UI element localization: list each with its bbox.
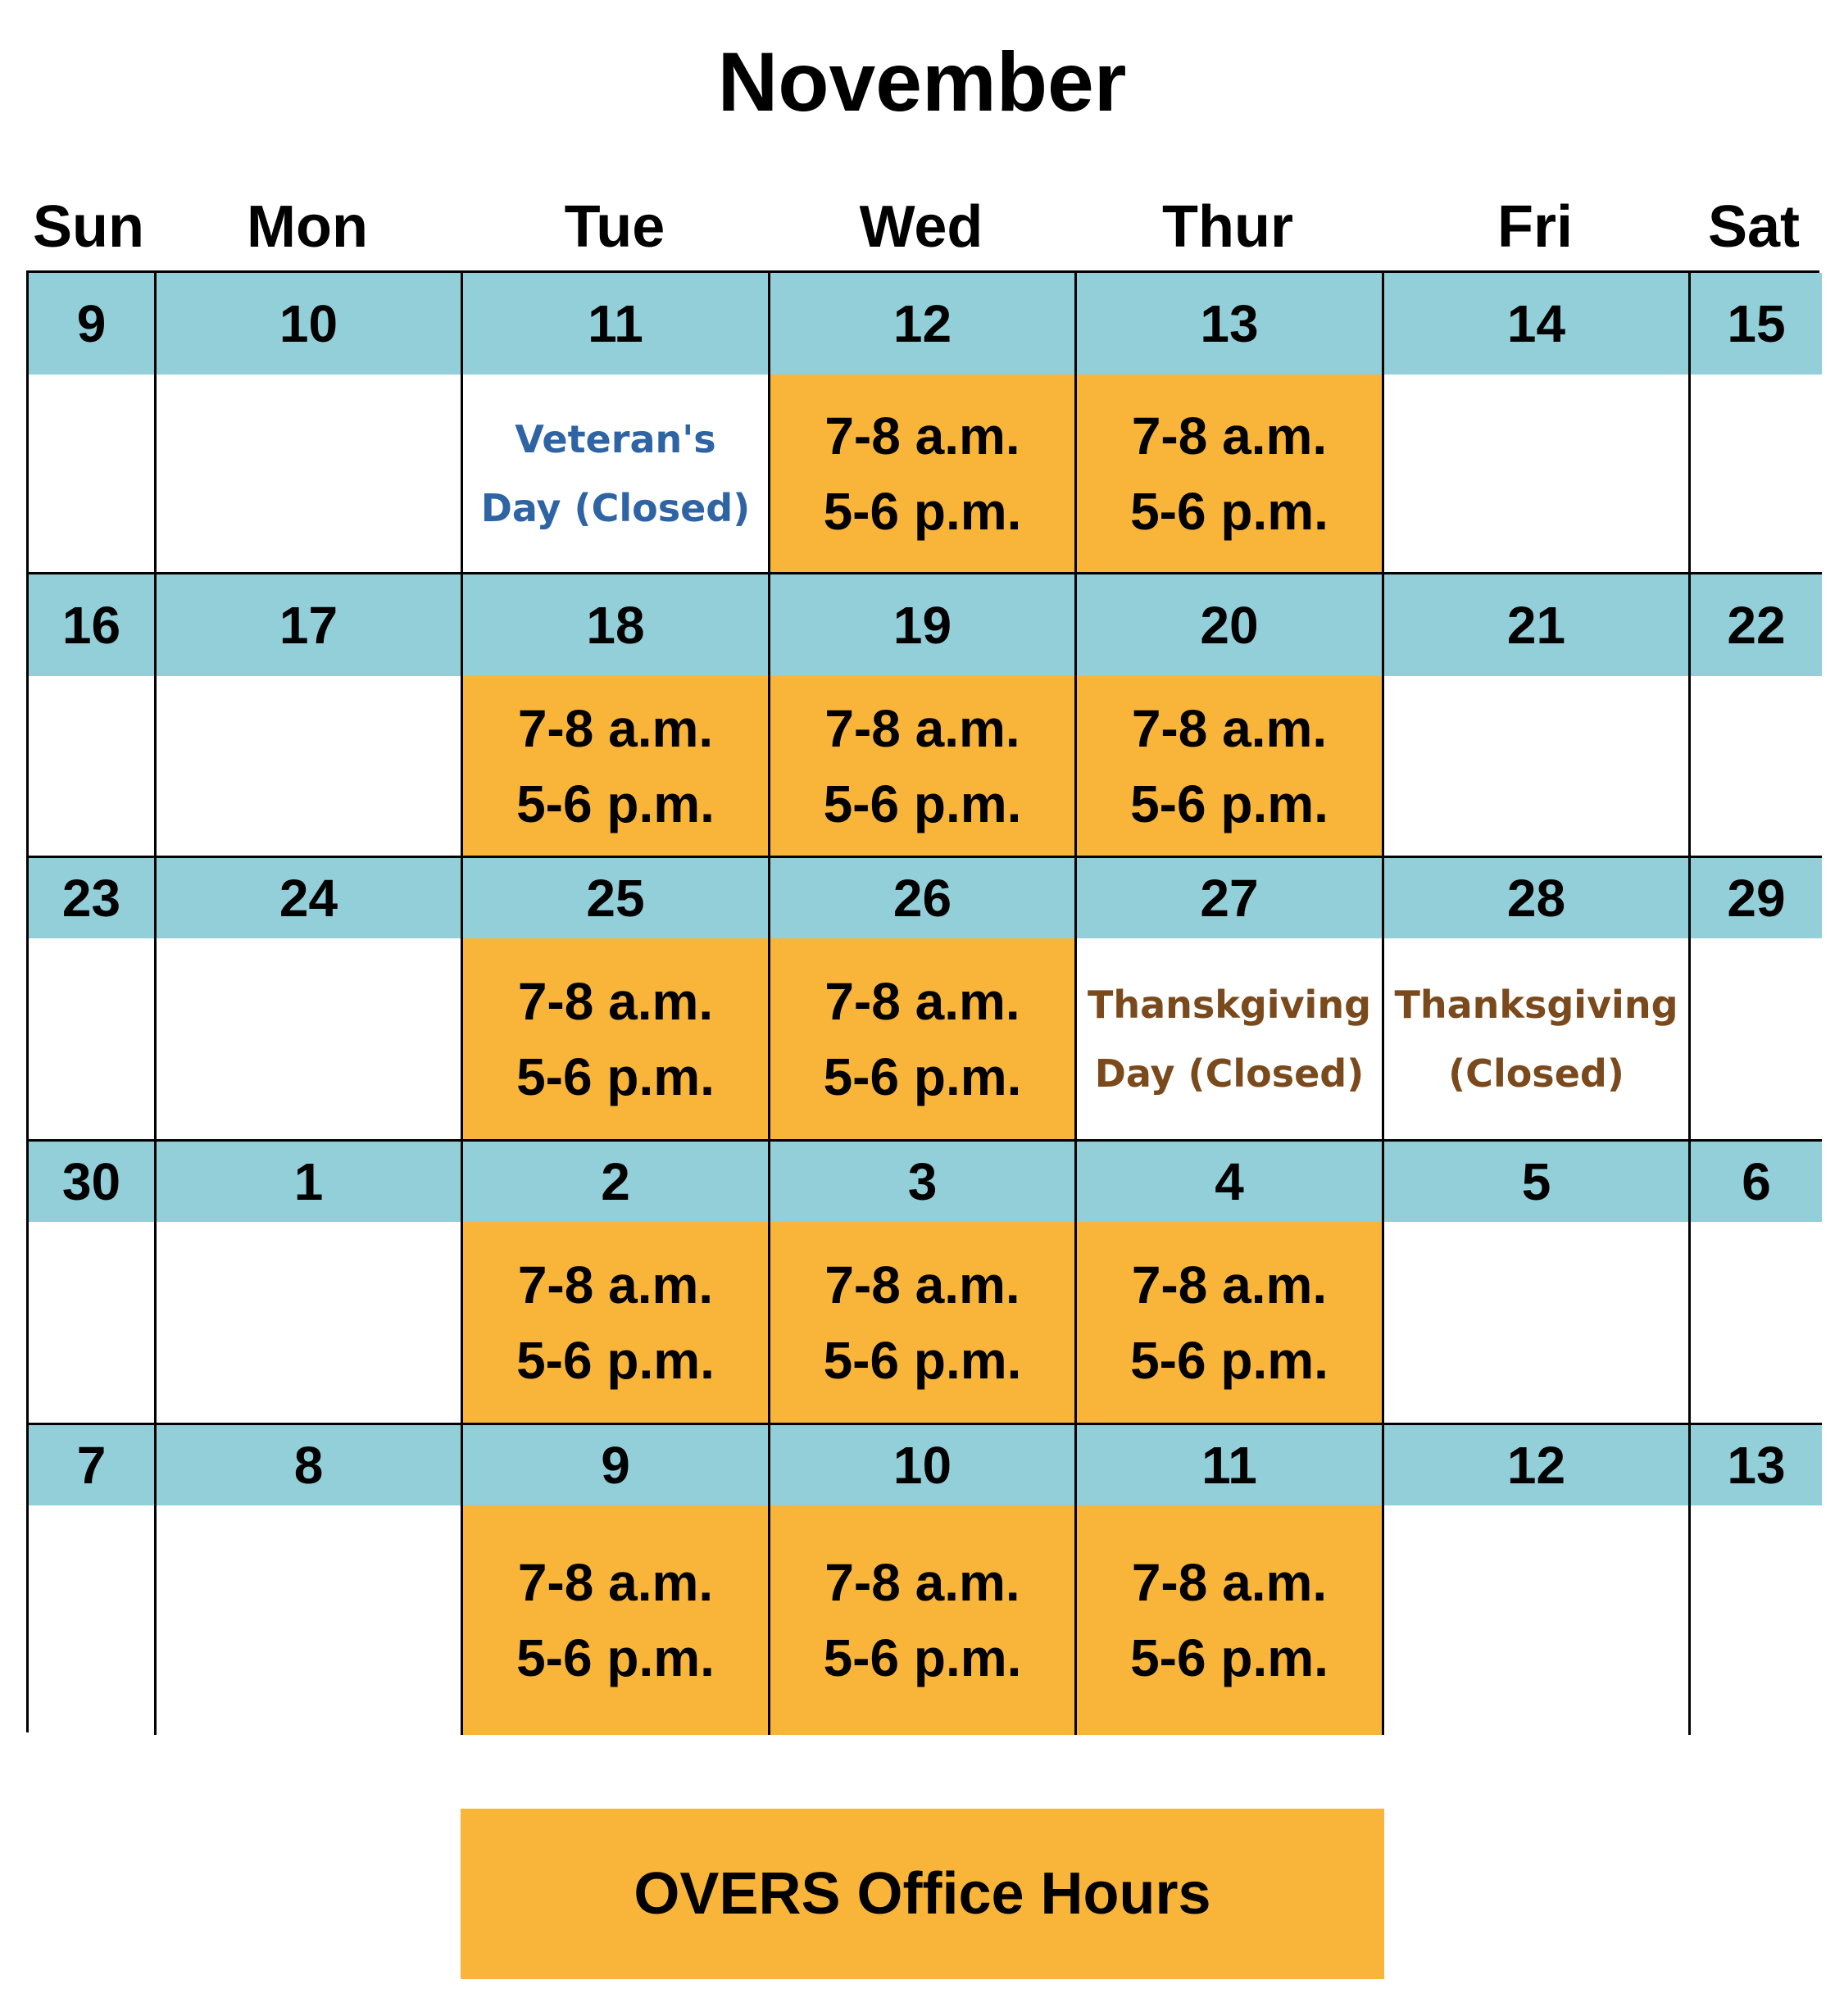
morning-hours: 7-8 a.m.: [824, 406, 1020, 465]
day-number: 23: [29, 858, 154, 938]
day-cell: [1077, 858, 1384, 1142]
morning-hours: 7-8 a.m.: [517, 1255, 714, 1314]
day-number: 16: [29, 574, 154, 676]
evening-hours: 5-6 p.m.: [516, 774, 715, 833]
empty-day-body: [1384, 1222, 1688, 1423]
day-cell: [770, 273, 1077, 574]
closed-note-line: (Closed): [1448, 1051, 1624, 1096]
closed-note-line: Thanskgiving: [1087, 982, 1371, 1027]
day-number: 17: [157, 574, 461, 676]
office-hours-block: [770, 1505, 1074, 1735]
evening-hours: 5-6 p.m.: [1130, 481, 1328, 541]
day-cell: [1691, 1142, 1822, 1425]
office-hours-block: [463, 1222, 768, 1423]
morning-hours: 7-8 a.m.: [517, 1553, 714, 1612]
day-number: 9: [463, 1425, 768, 1505]
closed-note-line: Day (Closed): [1094, 1051, 1365, 1096]
day-cell: [463, 1425, 770, 1735]
office-hours-block: [463, 676, 768, 856]
day-number: 13: [1691, 1425, 1822, 1505]
office-hours-block: [770, 1222, 1074, 1423]
evening-hours: 5-6 p.m.: [823, 1047, 1022, 1106]
day-cell: [770, 1425, 1077, 1735]
day-number: 4: [1077, 1142, 1382, 1222]
morning-hours: 7-8 a.m.: [1131, 1255, 1328, 1314]
empty-day-body: [1691, 1222, 1822, 1423]
day-cell: [157, 1425, 463, 1735]
day-cell: [29, 858, 157, 1142]
day-number: 10: [157, 273, 461, 375]
day-number: 11: [1077, 1425, 1382, 1505]
day-cell: [1384, 574, 1691, 858]
weekday-thur: Thur: [1162, 194, 1293, 260]
day-number: 19: [770, 574, 1074, 676]
day-cell: [1077, 574, 1384, 858]
office-hours-block: [770, 375, 1074, 572]
weekday-mon: Mon: [247, 194, 368, 260]
evening-hours: 5-6 p.m.: [516, 1330, 715, 1390]
weekday-tue: Tue: [564, 194, 665, 260]
weekday-header-row: [26, 190, 1819, 264]
office-hours-block: [463, 938, 768, 1139]
day-number: 20: [1077, 574, 1382, 676]
day-number: 15: [1691, 273, 1822, 375]
day-cell: [1384, 1142, 1691, 1425]
morning-hours: 7-8 a.m.: [824, 698, 1020, 758]
empty-day-body: [1384, 1505, 1688, 1735]
day-cell: [157, 858, 463, 1142]
day-number: 10: [770, 1425, 1074, 1505]
day-number: 13: [1077, 273, 1382, 375]
empty-day-body: [29, 1222, 154, 1423]
closed-note-line: Thanksgiving: [1394, 982, 1678, 1027]
office-hours-block: [1077, 676, 1382, 856]
month-title: November: [717, 35, 1127, 129]
day-number: 21: [1384, 574, 1688, 676]
empty-day-body: [29, 375, 154, 572]
evening-hours: 5-6 p.m.: [516, 1628, 715, 1687]
day-cell: [1691, 273, 1822, 574]
office-hours-block: [463, 1505, 768, 1735]
evening-hours: 5-6 p.m.: [1130, 774, 1328, 833]
empty-day-body: [1691, 938, 1822, 1139]
day-number: 29: [1691, 858, 1822, 938]
day-number: 12: [1384, 1425, 1688, 1505]
office-hours-block: [1077, 1505, 1382, 1735]
morning-hours: 7-8 a.m.: [1131, 698, 1328, 758]
day-cell: [29, 273, 157, 574]
morning-hours: 7-8 a.m.: [824, 971, 1020, 1031]
office-hours-block: [1077, 1222, 1382, 1423]
evening-hours: 5-6 p.m.: [823, 481, 1022, 541]
empty-day-body: [1691, 676, 1822, 856]
morning-hours: 7-8 a.m.: [824, 1553, 1020, 1612]
morning-hours: 7-8 a.m.: [1131, 1553, 1328, 1612]
evening-hours: 5-6 p.m.: [1130, 1628, 1328, 1687]
day-number: 11: [463, 273, 768, 375]
day-cell: [1384, 273, 1691, 574]
evening-hours: 5-6 p.m.: [823, 1628, 1022, 1687]
day-number: 30: [29, 1142, 154, 1222]
day-cell: [1077, 273, 1384, 574]
closed-note: [1077, 938, 1382, 1139]
closed-note: [1384, 938, 1688, 1139]
empty-day-body: [29, 938, 154, 1139]
day-number: 14: [1384, 273, 1688, 375]
evening-hours: 5-6 p.m.: [823, 774, 1022, 833]
weekday-wed: Wed: [859, 194, 983, 260]
empty-day-body: [1384, 375, 1688, 572]
weekday-sat: Sat: [1707, 194, 1801, 260]
day-cell: [770, 858, 1077, 1142]
closed-note-line: Veteran's: [515, 416, 716, 461]
office-hours-block: [770, 938, 1074, 1139]
day-number: 22: [1691, 574, 1822, 676]
morning-hours: 7-8 a.m.: [1131, 406, 1328, 465]
empty-day-body: [1691, 375, 1822, 572]
day-number: 24: [157, 858, 461, 938]
day-number: 26: [770, 858, 1074, 938]
day-cell: [1691, 1425, 1822, 1735]
day-cell: [463, 1142, 770, 1425]
day-number: 9: [29, 273, 154, 375]
closed-note-line: Day (Closed): [480, 485, 751, 530]
empty-day-body: [29, 1505, 154, 1735]
empty-day-body: [29, 676, 154, 856]
day-number: 27: [1077, 858, 1382, 938]
day-number: 28: [1384, 858, 1688, 938]
evening-hours: 5-6 p.m.: [516, 1047, 715, 1106]
empty-day-body: [1384, 676, 1688, 856]
day-cell: [1077, 1425, 1384, 1735]
office-hours-block: [770, 676, 1074, 856]
empty-day-body: [157, 1222, 461, 1423]
day-cell: [29, 1142, 157, 1425]
weekday-fri: Fri: [1497, 194, 1573, 260]
day-cell: [157, 273, 463, 574]
day-number: 12: [770, 273, 1074, 375]
day-number: 5: [1384, 1142, 1688, 1222]
day-cell: [157, 574, 463, 858]
morning-hours: 7-8 a.m.: [824, 1255, 1020, 1314]
day-number: 6: [1691, 1142, 1822, 1222]
morning-hours: 7-8 a.m.: [517, 698, 714, 758]
day-cell: [770, 1142, 1077, 1425]
day-number: 3: [770, 1142, 1074, 1222]
day-number: 2: [463, 1142, 768, 1222]
day-number: 1: [157, 1142, 461, 1222]
day-number: 25: [463, 858, 768, 938]
day-cell: [463, 858, 770, 1142]
day-number: 8: [157, 1425, 461, 1505]
office-hours-legend: OVERS Office Hours: [461, 1809, 1384, 1979]
day-cell: [1691, 574, 1822, 858]
evening-hours: 5-6 p.m.: [823, 1330, 1022, 1390]
closed-note: [463, 375, 768, 572]
empty-day-body: [157, 1505, 461, 1735]
empty-day-body: [1691, 1505, 1822, 1735]
empty-day-body: [157, 676, 461, 856]
day-number: 18: [463, 574, 768, 676]
day-cell: [770, 574, 1077, 858]
day-cell: [29, 574, 157, 858]
empty-day-body: [157, 375, 461, 572]
day-cell: [157, 1142, 463, 1425]
day-cell: [29, 1425, 157, 1735]
day-cell: [463, 273, 770, 574]
day-cell: [1077, 1142, 1384, 1425]
empty-day-body: [157, 938, 461, 1139]
day-cell: [1384, 858, 1691, 1142]
evening-hours: 5-6 p.m.: [1130, 1330, 1328, 1390]
day-cell: [463, 574, 770, 858]
day-cell: [1384, 1425, 1691, 1735]
calendar-grid: [26, 270, 1819, 1732]
day-number: 7: [29, 1425, 154, 1505]
day-cell: [1691, 858, 1822, 1142]
weekday-sun: Sun: [33, 194, 144, 260]
office-hours-block: [1077, 375, 1382, 572]
morning-hours: 7-8 a.m.: [517, 971, 714, 1031]
